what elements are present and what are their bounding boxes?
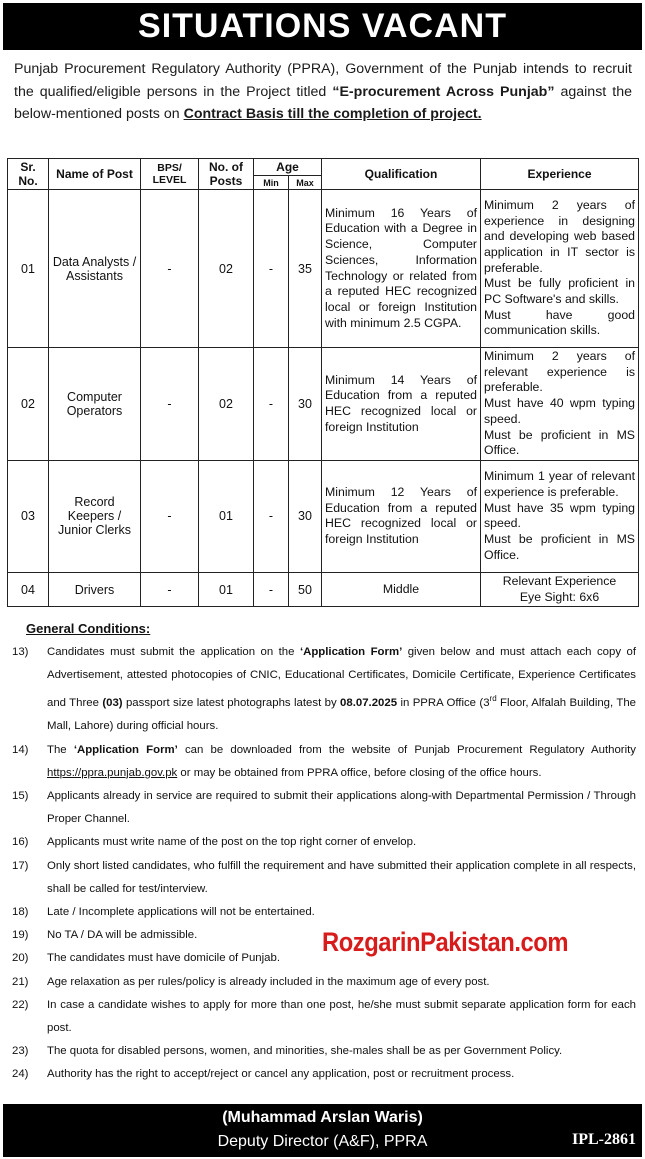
- experience-line: Must be proficient in MS Office.: [484, 427, 636, 458]
- cell-experience: [481, 572, 639, 606]
- intro-paragraph: [14, 58, 632, 126]
- experience-line: Must have 35 wpm typing speed.: [484, 500, 636, 531]
- cell-sr: 04: [8, 572, 49, 606]
- watermark: RozgarinPakistan.com: [322, 927, 569, 957]
- experience-line: Must have good communication skills.: [484, 307, 636, 338]
- cell-qualification: Minimum 12 Years of Education from a reputed HEC recognized local or foreign Institution: [322, 460, 481, 572]
- experience-line: Must have 40 wpm typing speed.: [484, 396, 636, 426]
- condition-item: [8, 1040, 636, 1063]
- cell-age-max: 35: [289, 190, 322, 348]
- condition-emphasis: ‘Application Form’: [299, 646, 403, 658]
- condition-text: or may be obtained from PPRA office, before closing of the office hours.: [177, 766, 542, 779]
- condition-number: 15): [12, 790, 29, 803]
- experience-line: Must be proficient in MS Office.: [484, 532, 636, 562]
- experience-line: Relevant Experience: [502, 573, 617, 588]
- table-row: [8, 572, 639, 606]
- deadline-date: 08.07.2025: [340, 697, 398, 710]
- cell-age-max: 50: [289, 572, 322, 606]
- header-bps: BPS/ LEVEL: [141, 159, 199, 190]
- cell-sr: 01: [8, 190, 49, 348]
- cell-bps: -: [141, 460, 199, 572]
- cell-bps: -: [141, 190, 199, 348]
- header-sr: Sr. No.: [8, 159, 49, 190]
- condition-number: 22): [12, 998, 29, 1011]
- header-min: Min: [254, 176, 289, 190]
- table-row: [8, 460, 639, 572]
- experience-line: Minimum 2 years of relevant experience is preferable.: [484, 349, 636, 395]
- cell-sr: 02: [8, 348, 49, 461]
- condition-item: [8, 785, 636, 831]
- condition-number: 18): [12, 906, 29, 919]
- table-row: [8, 348, 639, 461]
- cell-age-max: 30: [289, 460, 322, 572]
- condition-number: 19): [12, 929, 29, 942]
- header-max: Max: [289, 176, 322, 190]
- cell-posts: 02: [199, 190, 254, 348]
- signature-footer: [3, 1104, 642, 1157]
- condition-item: [8, 901, 636, 924]
- condition-text: Floor, Alfalah Building, The Mall, Lahore) during official hours.: [47, 697, 636, 733]
- condition-text: in PPRA Office (3: [397, 697, 490, 710]
- condition-item: [8, 641, 636, 739]
- cell-qualification: Minimum 14 Years of Education from a reputed HEC recognized local or foreign Institution: [322, 348, 481, 461]
- condition-text: can be downloaded from the website of Punjab Procurement Regulatory Authority: [177, 743, 636, 756]
- condition-text: The quota for disabled persons, women, and minorities, she-males shall be as per Government Policy.: [47, 1045, 563, 1058]
- condition-item: [8, 831, 636, 854]
- condition-number: 13): [12, 646, 29, 658]
- condition-superscript: rd: [489, 694, 497, 704]
- experience-line: Must be fully proficient in PC Software's and skills.: [484, 276, 636, 307]
- cell-posts: 02: [199, 348, 254, 461]
- contract-basis: Contract Basis till the completion of project.: [183, 106, 482, 122]
- cell-age-min: -: [254, 348, 289, 461]
- condition-number: 17): [12, 859, 29, 872]
- header-experience: Experience: [481, 159, 639, 190]
- condition-emphasis: ‘Application Form’: [73, 743, 178, 756]
- condition-text: Applicants already in service are required to submit their applications along-with Departmental Permission / Through Proper Channel.: [47, 790, 636, 826]
- condition-number: 14): [12, 743, 29, 756]
- condition-number: 20): [12, 952, 29, 965]
- cell-age-min: -: [254, 572, 289, 606]
- experience-line: Eye Sight: 6x6: [519, 589, 600, 604]
- cell-post-name: Record Keepers / Junior Clerks: [49, 460, 141, 572]
- conditions-heading: General Conditions:: [26, 621, 151, 636]
- condition-text: Authority has the right to accept/reject or cancel any application, post or recruitment process.: [47, 1068, 515, 1081]
- cell-posts: 01: [199, 460, 254, 572]
- condition-emphasis: (03): [102, 697, 123, 710]
- condition-text: Age relaxation as per rules/policy is already included in the maximum age of every post.: [47, 975, 490, 988]
- cell-experience: [481, 348, 639, 461]
- intro-text-2: against the below-mentioned posts on: [14, 83, 633, 122]
- condition-text: The candidates must have domicile of Punjab.: [47, 952, 281, 965]
- cell-experience: [481, 190, 639, 348]
- experience-line: Minimum 1 year of relevant experience is preferable.: [484, 469, 636, 500]
- condition-text: given below and must attach each copy of Advertisement, attested photocopies of CNIC, Educational Certificates, Domicile Certificate, Experience Certificates and Three: [47, 646, 636, 710]
- cell-qualification: Middle: [322, 572, 481, 606]
- condition-item: [8, 971, 636, 994]
- cell-bps: -: [141, 572, 199, 606]
- condition-text: Only short listed candidates, who fulfill the requirement and have submitted their application complete in all respects, shall be called for test/interview.: [47, 859, 636, 895]
- condition-text: The: [47, 743, 74, 756]
- header-age: Age: [254, 159, 322, 176]
- condition-number: 16): [12, 836, 29, 849]
- condition-text: No TA / DA will be admissible.: [47, 929, 198, 942]
- condition-text: Applicants must write name of the post on the top right corner of envelop.: [47, 836, 417, 849]
- condition-item: [8, 1063, 636, 1086]
- header-posts: No. of Posts: [199, 159, 254, 190]
- condition-item: [8, 994, 636, 1040]
- cell-post-name: Computer Operators: [49, 348, 141, 461]
- website-link[interactable]: https://ppra.punjab.gov.pk: [47, 766, 178, 779]
- condition-text: passport size latest photographs latest by: [122, 697, 341, 710]
- cell-posts: 01: [199, 572, 254, 606]
- signatory-name: (Muhammad Arslan Waris): [222, 1109, 423, 1126]
- condition-text: In case a candidate wishes to apply for more than one post, he/she must submit separate application form for each post.: [47, 998, 636, 1035]
- cell-post-name: Data Analysts / Assistants: [49, 190, 141, 348]
- intro-text: Punjab Procurement Regulatory Authority (PPRA), Government of the Punjab intends to recruit the qualified/eligible persons in the Project titled: [14, 61, 632, 100]
- cell-age-min: -: [254, 460, 289, 572]
- condition-number: 21): [12, 975, 29, 988]
- cell-age-max: 30: [289, 348, 322, 461]
- posts-table: [7, 158, 639, 607]
- condition-text: Candidates must submit the application on the: [47, 646, 300, 658]
- condition-text: Late / Incomplete applications will not be entertained.: [47, 906, 315, 919]
- cell-qualification: Minimum 16 Years of Education with a Degree in Science, Computer Sciences, Information Technology or related from a reputed HEC recognized local or foreign Institution with minimum 2.5 CGPA.: [322, 190, 481, 348]
- conditions-list: [8, 641, 636, 1087]
- experience-line: Minimum 2 years of experience in designing and developing web based application in IT sector is preferable.: [484, 197, 636, 275]
- cell-age-min: -: [254, 190, 289, 348]
- condition-item: [8, 739, 636, 785]
- header-name: Name of Post: [49, 159, 141, 190]
- cell-sr: 03: [8, 460, 49, 572]
- signatory-designation: Deputy Director (A&F), PPRA: [217, 1133, 428, 1150]
- cell-experience: [481, 460, 639, 572]
- condition-item: [8, 855, 636, 901]
- condition-number: 23): [12, 1045, 29, 1058]
- header-qualification: Qualification: [322, 159, 481, 190]
- project-title: “E-procurement Across Punjab”: [332, 83, 555, 100]
- table-row: [8, 190, 639, 348]
- page-title: SITUATIONS VACANT: [3, 3, 642, 50]
- cell-bps: -: [141, 348, 199, 461]
- condition-number: 24): [12, 1068, 29, 1081]
- ad-code: IPL-2861: [572, 1131, 636, 1148]
- cell-post-name: Drivers: [49, 572, 141, 606]
